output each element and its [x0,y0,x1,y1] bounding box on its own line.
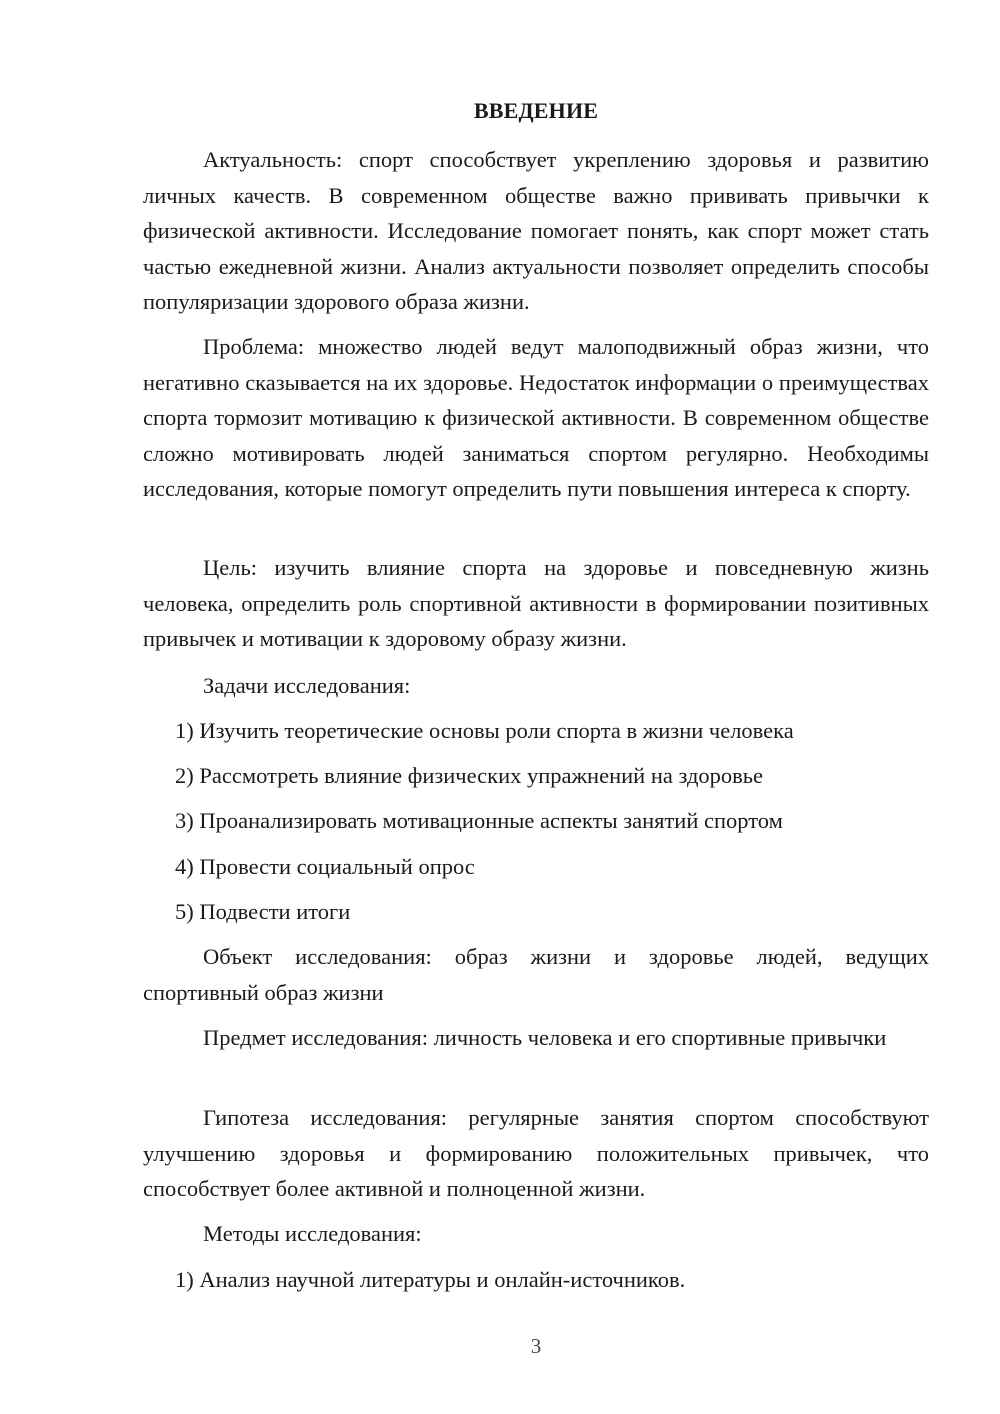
task-item: 5) Подвести итоги [175,899,351,924]
task-item: 2) Рассмотреть влияние физических упражнений на здоровье [175,763,764,788]
task-item: 1) Изучить теоретические основы роли спорта в жизни человека [175,718,794,743]
tasks-heading: Задачи исследования: [203,673,411,698]
method-item: 1) Анализ научной литературы и онлайн-источников. [175,1267,686,1292]
paragraph-object: Объект исследования: образ жизни и здоровье людей, ведущих спортивный образ жизни [143,944,929,1005]
paragraph-subject: Предмет исследования: личность человека и его спортивные привычки [203,1025,887,1050]
paragraph-problem: Проблема: множество людей ведут малоподвижный образ жизни, что негативно сказывается на их здоровье. Недостаток информации о преимуществах спорта тормозит мотивацию к физической активности. В современном обществе сложно мотивировать людей заниматься спортом регулярно. Необходимы исследования, которые помогут определить пути повышения интереса к спорту. [143,334,929,501]
task-item: 4) Провести социальный опрос [175,854,475,879]
section-title: ВВЕДЕНИЕ [473,98,599,123]
paragraph-goal: Цель: изучить влияние спорта на здоровье и повседневную жизнь человека, определить роль спортивной активности в формировании позитивных привычек и мотивации к здоровому образу жизни. [143,555,929,651]
paragraph-hypothesis: Гипотеза исследования: регулярные занятия спортом способствуют улучшению здоровья и формированию положительных привычек, что способствует более активной и полноценной жизни. [143,1105,929,1201]
methods-heading: Методы исследования: [203,1221,422,1246]
task-item: 3) Проанализировать мотивационные аспекты занятий спортом [175,808,783,833]
page-number: 3 [530,1334,542,1358]
paragraph-actuality: Актуальность: спорт способствует укреплению здоровья и развитию личных качеств. В современном обществе важно прививать привычки к физической активности. Исследование помогает понять, как спорт может стать частью ежедневной жизни. Анализ актуальности позволяет определить способы популяризации здорового образа жизни. [143,147,929,314]
document-page [143,0,929,1414]
